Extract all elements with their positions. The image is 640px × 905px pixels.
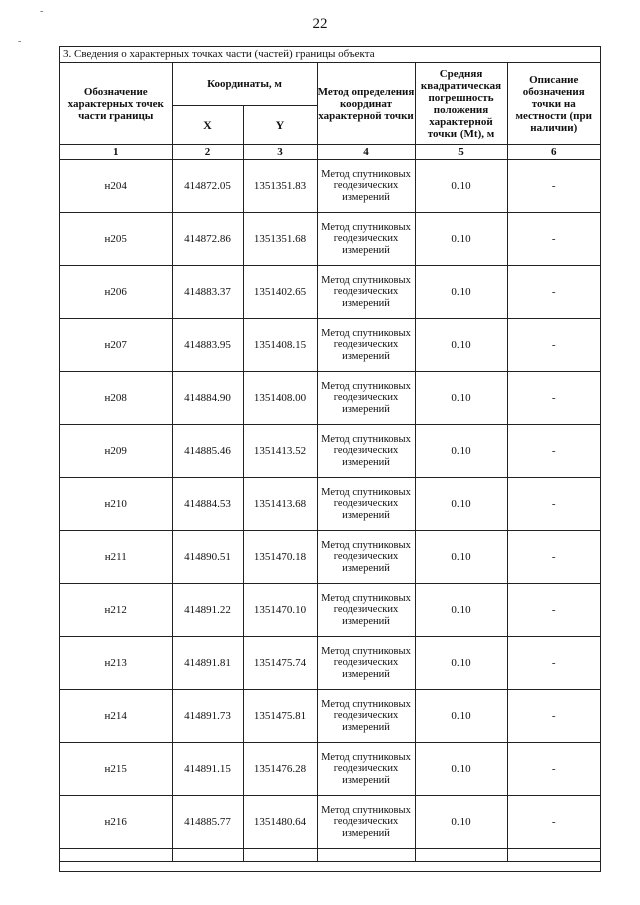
coord-y: 1351476.28 xyxy=(243,743,317,796)
point-id: н212 xyxy=(60,584,172,637)
coord-y: 1351475.81 xyxy=(243,690,317,743)
point-id: н213 xyxy=(60,637,172,690)
coord-x: 414884.90 xyxy=(172,372,243,425)
empty-row xyxy=(60,849,600,862)
document-sheet xyxy=(59,46,601,872)
coord-y: 1351480.64 xyxy=(243,796,317,849)
point-id: н205 xyxy=(60,213,172,266)
coord-x: 414883.95 xyxy=(172,319,243,372)
point-description: - xyxy=(507,478,600,531)
coord-y: 1351408.00 xyxy=(243,372,317,425)
header-y: Y xyxy=(243,106,317,145)
point-description: - xyxy=(507,266,600,319)
method: Метод спутниковых геодезических измерений xyxy=(317,637,415,690)
column-number: 3 xyxy=(243,145,317,160)
method: Метод спутниковых геодезических измерений xyxy=(317,584,415,637)
coord-x: 414884.53 xyxy=(172,478,243,531)
empty-cell xyxy=(172,849,243,862)
point-description: - xyxy=(507,690,600,743)
coord-y: 1351470.18 xyxy=(243,531,317,584)
mean-error: 0.10 xyxy=(415,531,507,584)
point-id: н204 xyxy=(60,160,172,213)
page-number: 22 xyxy=(312,16,328,32)
table-row xyxy=(60,160,600,213)
method: Метод спутниковых геодезических измерений xyxy=(317,213,415,266)
section-title: 3. Сведения о характерных точках части (частей) границы объекта xyxy=(60,47,600,63)
point-id: н215 xyxy=(60,743,172,796)
coord-y: 1351408.15 xyxy=(243,319,317,372)
point-description: - xyxy=(507,637,600,690)
mean-error: 0.10 xyxy=(415,213,507,266)
column-number: 4 xyxy=(317,145,415,160)
coord-x: 414885.46 xyxy=(172,425,243,478)
table-row xyxy=(60,796,600,849)
mean-error: 0.10 xyxy=(415,478,507,531)
mean-error: 0.10 xyxy=(415,266,507,319)
header-x: X xyxy=(172,106,243,145)
mean-error: 0.10 xyxy=(415,319,507,372)
header-row xyxy=(60,63,600,106)
table-row xyxy=(60,425,600,478)
scan-mark: - xyxy=(40,6,44,17)
point-description: - xyxy=(507,584,600,637)
coord-y: 1351351.83 xyxy=(243,160,317,213)
header-description: Описание обозначения точки на местности (при наличии) xyxy=(507,63,600,145)
header-method: Метод определения координат характерной точки xyxy=(317,63,415,145)
point-description: - xyxy=(507,160,600,213)
table-row xyxy=(60,743,600,796)
table-row xyxy=(60,319,600,372)
coord-x: 414891.15 xyxy=(172,743,243,796)
header-error: Средняя квадратическая погрешность положения характерной точки (Mt), м xyxy=(415,63,507,145)
mean-error: 0.10 xyxy=(415,584,507,637)
coord-x: 414891.81 xyxy=(172,637,243,690)
point-id: н211 xyxy=(60,531,172,584)
table-row xyxy=(60,478,600,531)
point-id: н206 xyxy=(60,266,172,319)
empty-cell xyxy=(507,849,600,862)
point-description: - xyxy=(507,531,600,584)
point-description: - xyxy=(507,213,600,266)
table-row xyxy=(60,637,600,690)
table-row xyxy=(60,266,600,319)
method: Метод спутниковых геодезических измерений xyxy=(317,690,415,743)
coord-y: 1351475.74 xyxy=(243,637,317,690)
coord-x: 414891.73 xyxy=(172,690,243,743)
point-id: н207 xyxy=(60,319,172,372)
point-id: н208 xyxy=(60,372,172,425)
mean-error: 0.10 xyxy=(415,690,507,743)
point-description: - xyxy=(507,372,600,425)
coord-x: 414891.22 xyxy=(172,584,243,637)
empty-cell xyxy=(243,849,317,862)
point-id: н216 xyxy=(60,796,172,849)
coord-x: 414872.05 xyxy=(172,160,243,213)
mean-error: 0.10 xyxy=(415,796,507,849)
table-row xyxy=(60,690,600,743)
empty-cell xyxy=(60,849,172,862)
coord-y: 1351470.10 xyxy=(243,584,317,637)
coord-y: 1351402.65 xyxy=(243,266,317,319)
header-designation: Обозначение характерных точек части границы xyxy=(60,63,172,145)
point-id: н209 xyxy=(60,425,172,478)
method: Метод спутниковых геодезических измерений xyxy=(317,531,415,584)
point-id: н210 xyxy=(60,478,172,531)
column-numbers-row xyxy=(60,145,600,160)
point-description: - xyxy=(507,796,600,849)
method: Метод спутниковых геодезических измерений xyxy=(317,319,415,372)
method: Метод спутниковых геодезических измерений xyxy=(317,425,415,478)
table-row xyxy=(60,213,600,266)
coord-x: 414872.86 xyxy=(172,213,243,266)
method: Метод спутниковых геодезических измерений xyxy=(317,743,415,796)
column-number: 1 xyxy=(60,145,172,160)
coord-y: 1351413.68 xyxy=(243,478,317,531)
empty-cell xyxy=(317,849,415,862)
point-description: - xyxy=(507,319,600,372)
point-id: н214 xyxy=(60,690,172,743)
boundary-points-table xyxy=(60,63,600,862)
mean-error: 0.10 xyxy=(415,160,507,213)
method: Метод спутниковых геодезических измерений xyxy=(317,160,415,213)
table-body xyxy=(60,160,600,862)
scan-mark: - xyxy=(18,36,22,47)
mean-error: 0.10 xyxy=(415,372,507,425)
column-number: 2 xyxy=(172,145,243,160)
coord-y: 1351351.68 xyxy=(243,213,317,266)
table-row xyxy=(60,584,600,637)
coord-x: 414883.37 xyxy=(172,266,243,319)
mean-error: 0.10 xyxy=(415,425,507,478)
empty-cell xyxy=(415,849,507,862)
table-row xyxy=(60,372,600,425)
column-number: 6 xyxy=(507,145,600,160)
method: Метод спутниковых геодезических измерений xyxy=(317,372,415,425)
coord-x: 414890.51 xyxy=(172,531,243,584)
mean-error: 0.10 xyxy=(415,637,507,690)
method: Метод спутниковых геодезических измерений xyxy=(317,266,415,319)
mean-error: 0.10 xyxy=(415,743,507,796)
header-coordinates: Координаты, м xyxy=(172,63,317,106)
table-row xyxy=(60,531,600,584)
column-number: 5 xyxy=(415,145,507,160)
point-description: - xyxy=(507,743,600,796)
method: Метод спутниковых геодезических измерений xyxy=(317,796,415,849)
coord-x: 414885.77 xyxy=(172,796,243,849)
point-description: - xyxy=(507,425,600,478)
method: Метод спутниковых геодезических измерений xyxy=(317,478,415,531)
coord-y: 1351413.52 xyxy=(243,425,317,478)
